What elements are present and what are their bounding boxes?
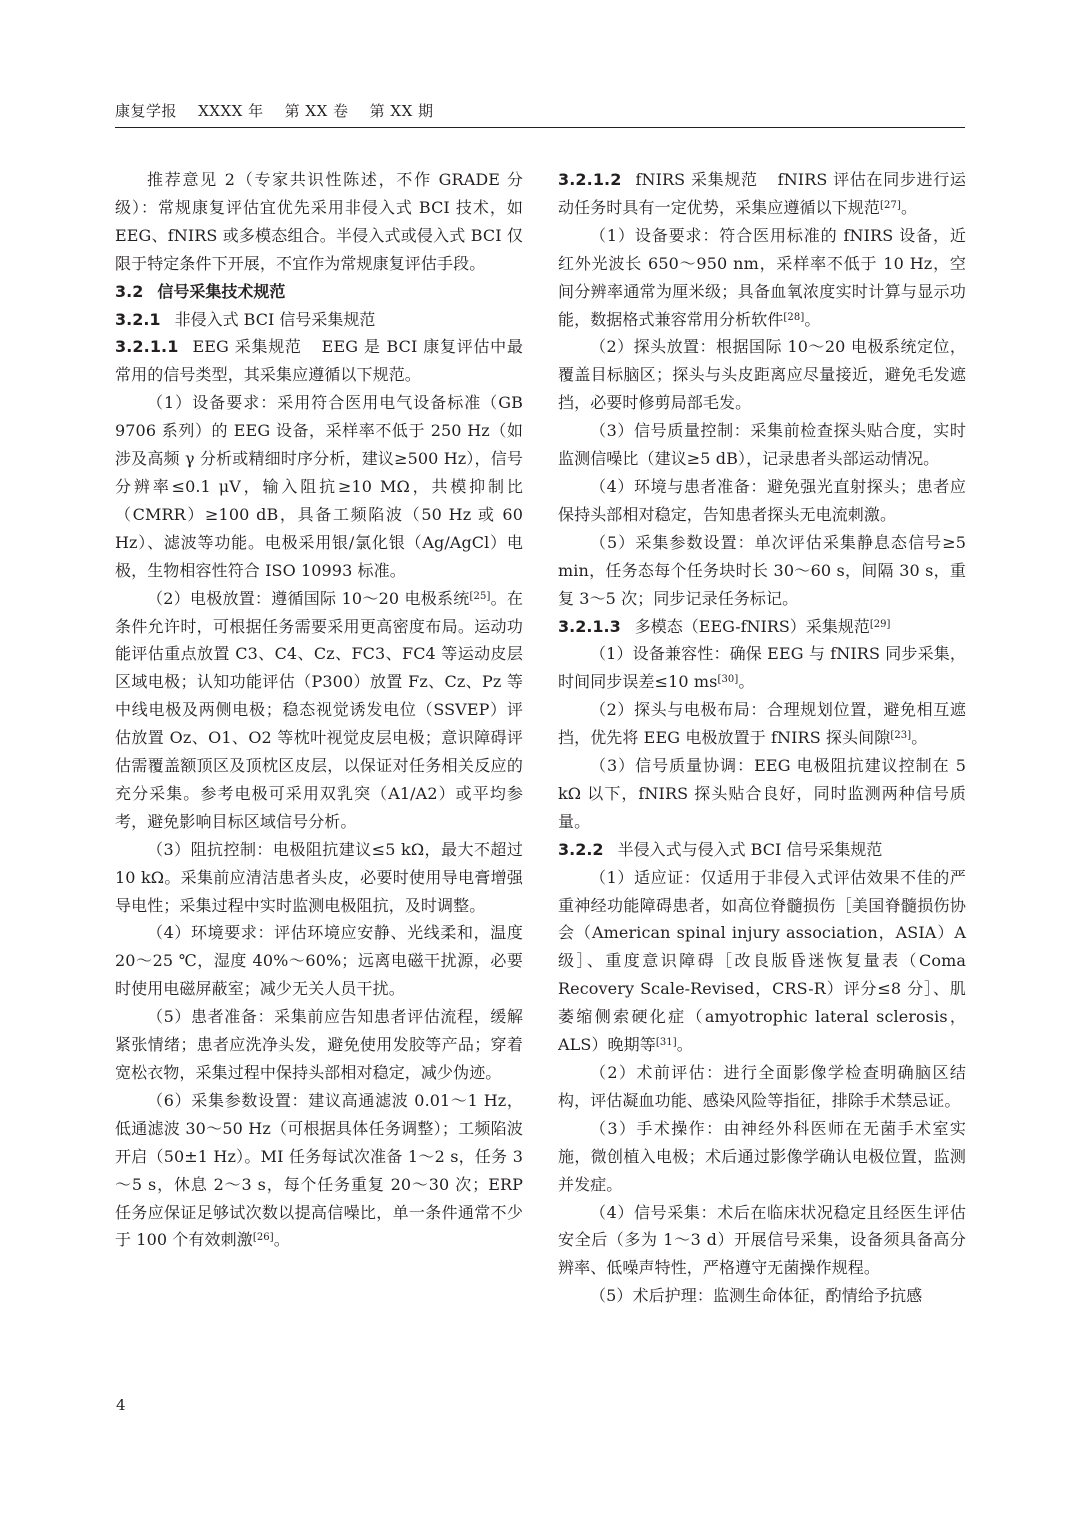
- running-header: [115, 100, 965, 121]
- eeg-impedance-control: （3）阻抗控制：电极阻抗建议≤5 kΩ，最大不超过 10 kΩ。采集前应清洁患者头皮，必要时使用导电膏增强导电性；采集过程中实时监测电极阻抗，及时调整。: [115, 839, 523, 915]
- invasive-postoperative-care: （5）术后护理：监测生命体征，酌情给予抗感: [590, 1286, 923, 1306]
- heading-3-2-2: [558, 836, 966, 864]
- heading-title: fNIRS 采集规范: [635, 170, 758, 189]
- citation-ref[interactable]: [30]: [717, 674, 739, 686]
- paragraph-text: （1）设备要求：符合医用标准的 fNIRS 设备，近红外光波长 650～950 nm，采样率不低于 10 Hz，空间分辨率通常为厘米级；具备血氧浓度实时计算与显示功能，数据格式兼容常用分析软件: [558, 225, 966, 329]
- heading-3-2-1-3: [558, 613, 966, 641]
- heading-text: EEG 是 BCI 康复评估中最常用的信号类型，其采集应遵循以下规范。: [115, 337, 523, 385]
- multimodal-device-compatibility: [558, 640, 966, 696]
- heading-number: 3.2.1.1: [115, 337, 179, 357]
- fnirs-probe-placement: （2）探头放置：根据国际 10～20 电极系统定位，覆盖目标脑区；探头与头皮距离应尽量接近，避免毛发遮挡，必要时修剪局部毛发。: [558, 337, 966, 413]
- heading-number: 3.2.1: [115, 309, 161, 329]
- journal-name: 康复学报: [115, 102, 178, 120]
- fnirs-environment: （4）环境与患者准备：避免强光直射探头；患者应保持头部相对稳定，告知患者探头无电流刺激。: [558, 476, 966, 524]
- fnirs-device-requirements: [558, 222, 966, 334]
- citation-ref[interactable]: [28]: [783, 311, 805, 323]
- eeg-device-requirements: （1）设备要求：采用符合医用电气设备标准（GB 9706 系列）的 EEG 设备，采样率不低于 250 Hz（如涉及高频 γ 分析或精细时序分析，建议≥500 Hz），信号分辨率≤0.1 μV，输入阻抗≥10 MΩ，共模抑制比（CMRR）≥100 dB，具备工频陷波（50 Hz 或 60 Hz）、滤波等功能。电极采用银/氯化银（Ag/AgCl）电极，生物相容性符合 ISO 10993 标准。: [115, 393, 523, 580]
- paragraph-text: 。在条件允许时，可根据任务需要采用更高密度布局。运动功能评估重点放置 C3、C4、Cz、FC3、FC4 等运动皮层区域电极；认知功能评估（P300）放置 Fz、Cz、Pz 等中线电极及两侧电极；稳态视觉诱发电位（SSVEP）评估放置 Oz、O1、O2 等枕叶视觉皮层电极；意识障碍评估需覆盖额顶区及顶枕区皮层，以保证对任务相关反应的充分采集。参考电极可采用双乳突（A1/A2）或平均参考，避免影响目标区域信号分析。: [115, 588, 524, 831]
- journal-issue: 第 XX 期: [369, 102, 434, 120]
- heading-title: 信号采集技术规范: [157, 281, 286, 301]
- heading-title: 多模态（EEG-fNIRS）采集规范: [634, 616, 870, 636]
- paragraph-text: （6）采集参数设置：建议高通滤波 0.01～1 Hz，低通滤波 30～50 Hz（可根据具体任务调整）；工频陷波开启（50±1 Hz）。MI 任务每试次准备 1～2 s，任务 3～5 s，休息 2～3 s，每个任务重复 20～30 次；ERP 任务应保证足够试次数以提高信噪比，单一条件通常不少于 100 个有效刺激: [115, 1090, 523, 1250]
- journal-year: XXXX 年: [198, 102, 264, 120]
- citation-ref[interactable]: [29]: [869, 618, 891, 630]
- heading-title: 半侵入式与侵入式 BCI 信号采集规范: [617, 839, 883, 859]
- paragraph-text: （1）设备兼容性：确保 EEG 与 fNIRS 同步采集，时间同步误差≤10 ms: [558, 644, 966, 692]
- heading-3-2-1: [115, 306, 523, 334]
- right-column: [558, 166, 966, 1310]
- invasive-preoperative-assessment: （2）术前评估：进行全面影像学检查明确脑区结构，评估凝血功能、感染风险等指征，排除手术禁忌证。: [558, 1063, 966, 1110]
- multimodal-signal-quality: （3）信号质量协调：EEG 电极阻抗建议控制在 5 kΩ 以下，fNIRS 探头贴合良好，同时监测两种信号质量。: [558, 756, 966, 831]
- eeg-patient-preparation: （5）患者准备：采集前应告知患者评估流程，缓解紧张情绪；患者应洗净头发，避免使用发胶等产品；穿着宽松衣物，采集过程中保持头部相对稳定，减少伪迹。: [115, 1007, 523, 1082]
- invasive-indications: [558, 864, 966, 1059]
- citation-ref[interactable]: [25]: [469, 590, 491, 602]
- paragraph-text: （2）探头与电极布局：合理规划位置，避免相互遮挡，优先将 EEG 电极放置于 fNIRS 探头间隙: [558, 700, 966, 748]
- paragraph-text: （2）电极放置：遵循国际 10～20 电极系统: [147, 588, 470, 608]
- header-rule: [115, 127, 965, 128]
- heading-text-end: 。: [900, 197, 918, 217]
- citation-ref[interactable]: [23]: [890, 730, 912, 742]
- journal-volume: 第 XX 卷: [284, 102, 349, 120]
- citation-ref[interactable]: [27]: [880, 199, 901, 211]
- paragraph-text: 。: [273, 1230, 290, 1250]
- left-column: [115, 166, 523, 1254]
- fnirs-signal-quality: （3）信号质量控制：采集前检查探头贴合度，实时监测信噪比（建议≥5 dB），记录患者头部运动情况。: [558, 421, 966, 469]
- invasive-signal-acquisition: （4）信号采集：术后在临床状况稳定且经医生评估安全后（多为 1～3 d）开展信号采集，设备须具备高分辨率、低噪声特性，严格遵守无菌操作规程。: [558, 1202, 966, 1278]
- heading-text: fNIRS 评估在同步进行运动任务时具有一定优势，采集应遵循以下规范: [558, 170, 966, 217]
- paragraph-text: （1）适应证：仅适用于非侵入式评估效果不佳的严重神经功能障碍患者，如高位脊髓损伤［美国脊髓损伤协会（American spinal injury association，ASIA）A 级］、重度意识障碍［改良版昏迷恢复量表（Coma Recovery Scale-Revised，CRS-R）评分≤8 分］、肌萎缩侧索硬化症（amyotrophic lateral sclerosis，ALS）晚期等: [558, 867, 966, 1055]
- citation-ref[interactable]: [26]: [252, 1232, 274, 1244]
- fnirs-acquisition-parameters: （5）采集参数设置：单次评估采集静息态信号≥5 min，任务态每个任务块时长 30～60 s，间隔 30 s，重复 3～5 次；同步记录任务标记。: [558, 532, 966, 608]
- eeg-electrode-placement: [115, 585, 523, 836]
- heading-3-2-1-1: [115, 333, 523, 389]
- paragraph-text: 。: [676, 1035, 693, 1055]
- paragraph-text: 。: [911, 728, 928, 748]
- heading-3-2-1-2: [558, 166, 966, 222]
- eeg-acquisition-parameters: [115, 1087, 523, 1254]
- heading-title: 非侵入式 BCI 信号采集规范: [174, 309, 376, 329]
- paragraph-text: 。: [738, 672, 755, 692]
- recommendation-2: 推荐意见 2（专家共识性陈述，不作 GRADE 分级）：常规康复评估宜优先采用非侵入式 BCI 技术，如 EEG、fNIRS 或多模态组合。半侵入式或侵入式 BCI 仅限于特定条件下开展，不宜作为常规康复评估手段。: [115, 170, 523, 273]
- heading-number: 3.2: [115, 281, 144, 301]
- invasive-surgical-procedure: （3）手术操作：由神经外科医师在无菌手术室实施，微创植入电极；术后通过影像学确认电极位置，监测并发症。: [558, 1118, 966, 1194]
- heading-number: 3.2.1.3: [558, 616, 621, 636]
- eeg-environment: （4）环境要求：评估环境应安静、光线柔和，温度 20～25 ℃，湿度 40%～60%；远离电磁干扰源，必要时使用电磁屏蔽室；减少无关人员干扰。: [115, 923, 523, 999]
- heading-number: 3.2.1.2: [558, 170, 622, 189]
- citation-ref[interactable]: [31]: [655, 1037, 677, 1049]
- paragraph-text: 。: [804, 309, 821, 329]
- heading-number: 3.2.2: [558, 839, 604, 859]
- heading-3-2: [115, 278, 523, 306]
- heading-title: EEG 采集规范: [192, 337, 302, 357]
- page-number: 4: [116, 1396, 126, 1414]
- multimodal-layout: [558, 696, 966, 752]
